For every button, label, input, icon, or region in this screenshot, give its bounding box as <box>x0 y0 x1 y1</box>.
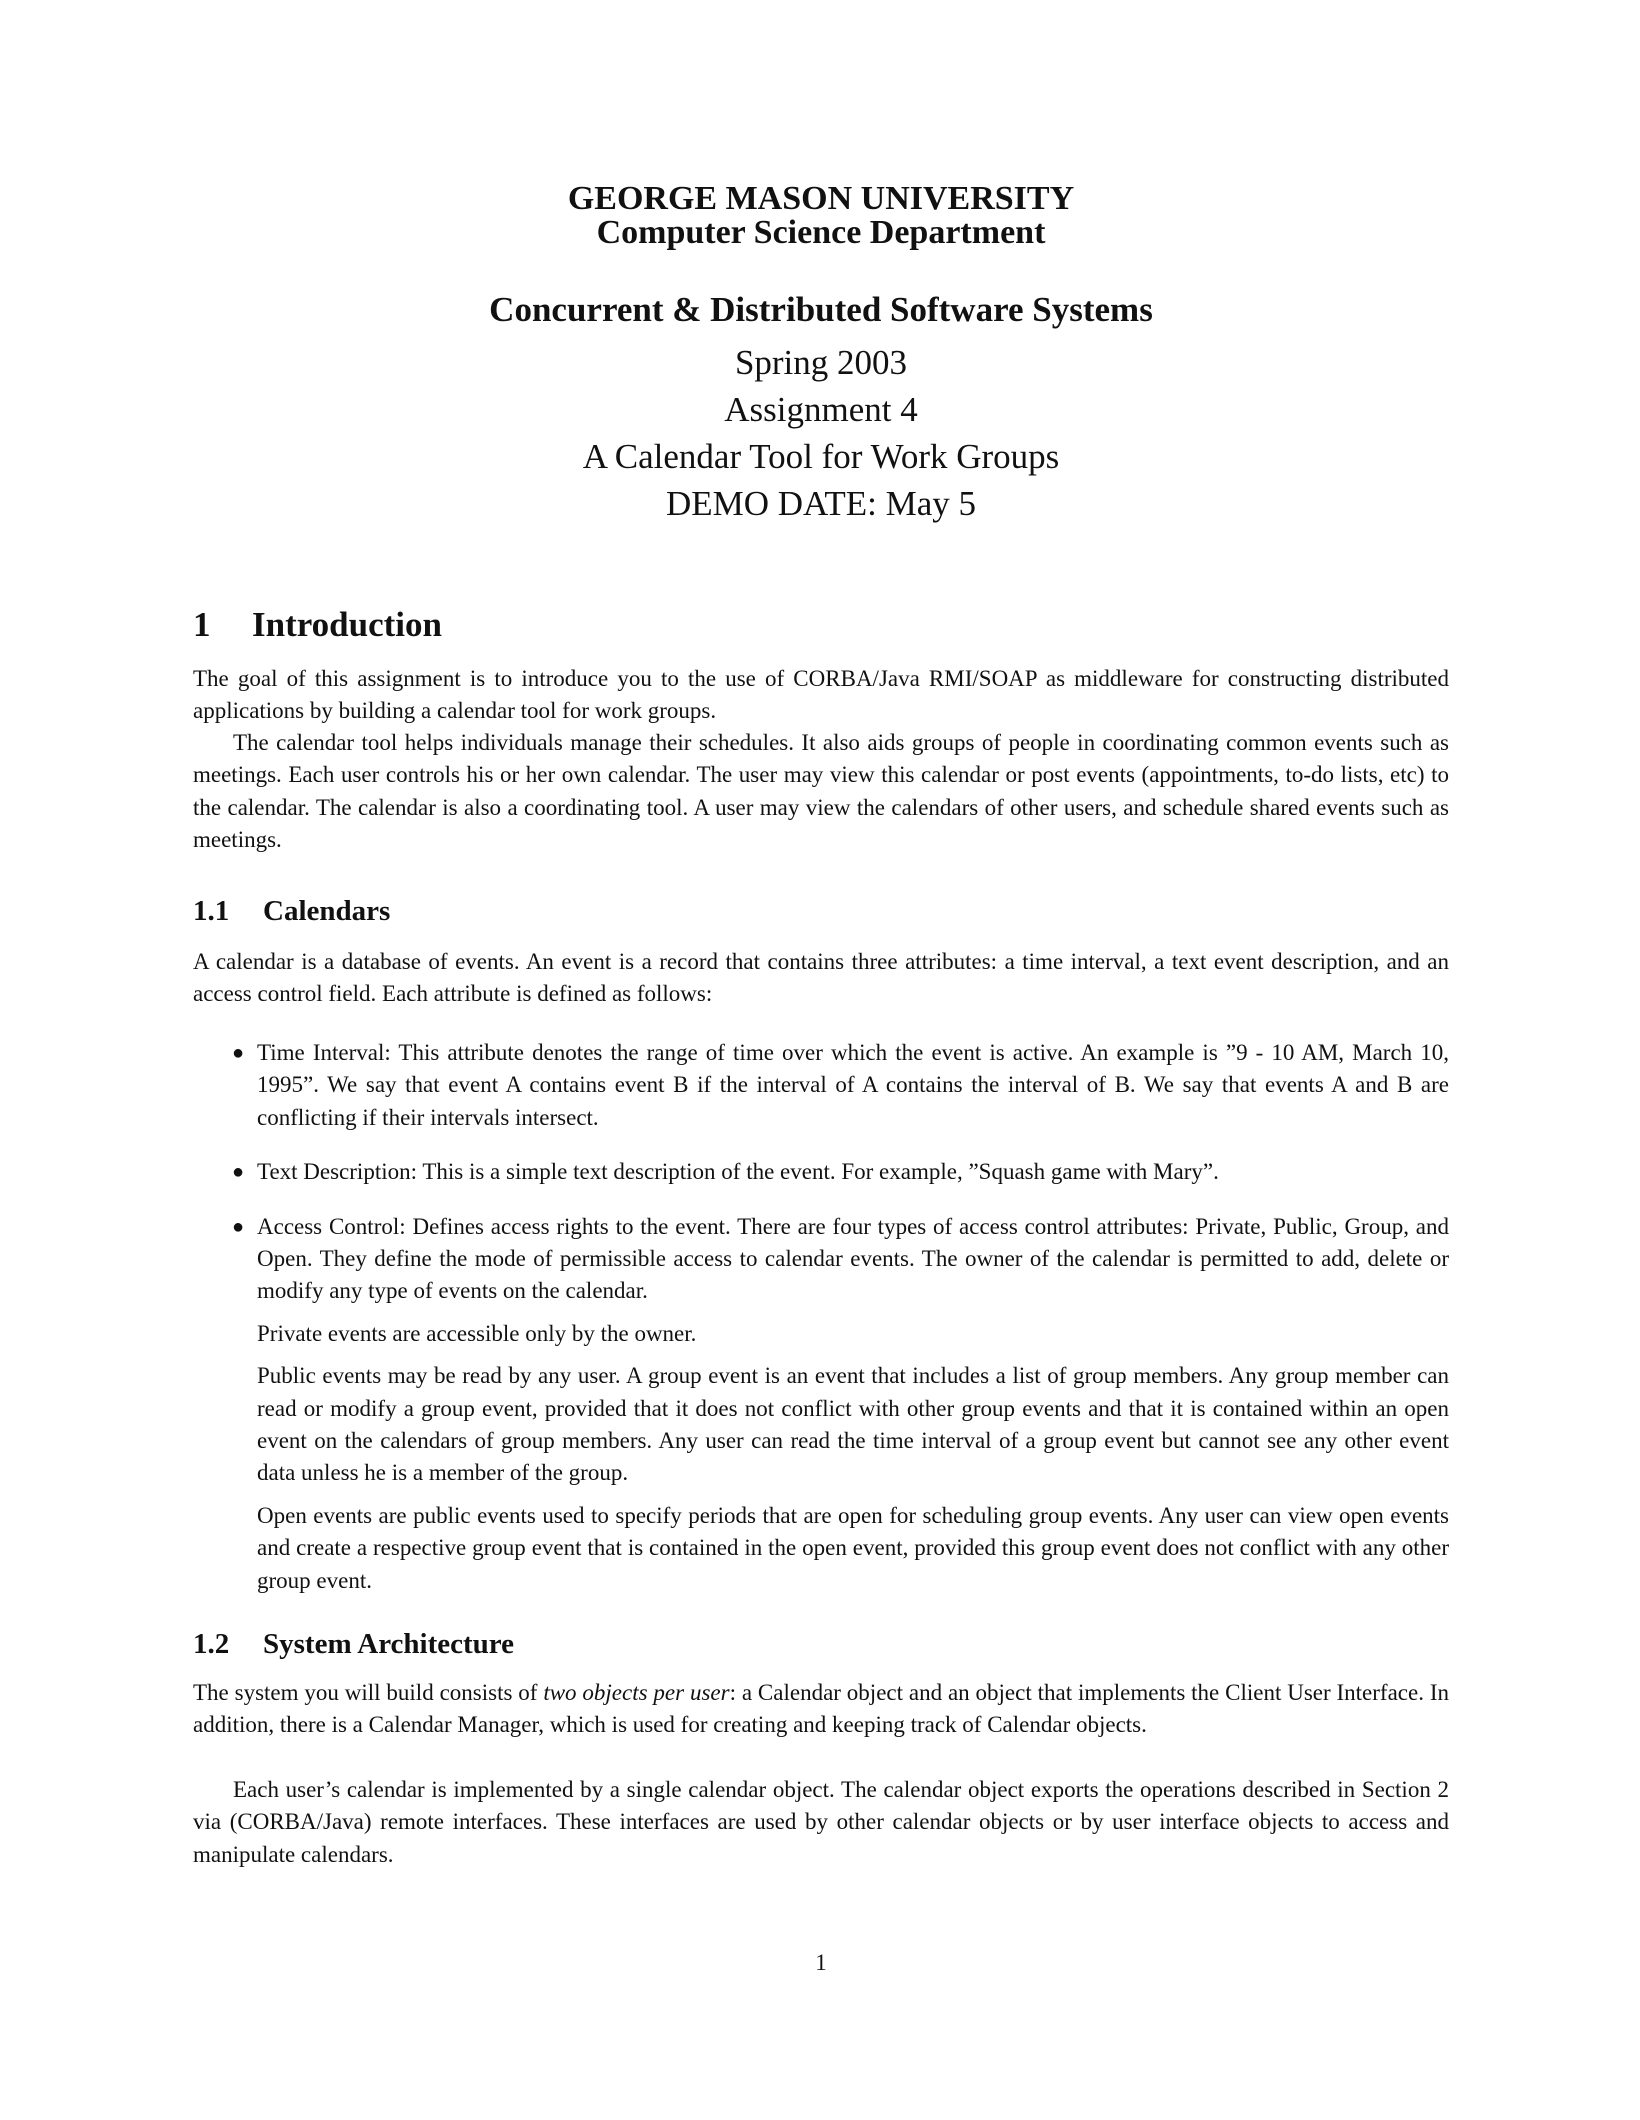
document-page <box>193 0 1449 2120</box>
subsection-number: 1.1 <box>193 895 230 927</box>
bullet-icon: ● <box>232 1042 245 1064</box>
section-number: 1 <box>193 605 211 644</box>
list-item <box>193 1037 1449 1134</box>
bullet-icon: ● <box>232 1161 245 1184</box>
architecture-emphasis: two objects per user <box>543 1680 730 1705</box>
bullet-text-access-control: Access Control: Defines access rights to the event. There are four types of access control attributes: Private, Public, Group, and Open. They define the mode of permissible access to calendar events. The owner of the calendar is permitted to add, delete or modify any type of events on the calendar. <box>257 1213 1449 1304</box>
access-private-text: Private events are accessible only by the owner. <box>257 1320 697 1346</box>
bullet-text-description: Text Description: This is a simple text description of the event. For example, ”Squash game with Mary”. <box>257 1159 1219 1185</box>
subsection-heading-architecture <box>193 1627 514 1661</box>
university-name: GEORGE MASON UNIVERSITY <box>567 180 1075 217</box>
access-public-text: Public events may be read by any user. A group event is an event that includes a list of group members. Any group member can read or modify a group event, provided that it does not conflict with other group events and that it is contained within an open event on the calendars of group members. Any user can read the time interval of a group event but cannot see any other event data unless he is a member of the group. <box>257 1363 1449 1486</box>
attribute-list <box>193 1037 1449 1597</box>
demo-date: DEMO DATE: May 5 <box>665 484 977 523</box>
intro-paragraph-1: The goal of this assignment is to introduce you to the use of CORBA/Java RMI/SOAP as middleware for constructing distributed applications by building a calendar tool for work groups. <box>193 666 1449 724</box>
bullet-icon: ● <box>232 1215 245 1238</box>
architecture-text-b: : a Calendar object and an object that implements the Client User Interface. In addition, there is a Calendar Manager, which is used for creating and keeping track of Calendar objects. <box>193 1680 1449 1738</box>
section-heading-introduction <box>193 605 442 645</box>
architecture-text-a: The system you will build consists of <box>193 1680 544 1705</box>
architecture-paragraph-2: Each user’s calendar is implemented by a single calendar object. The calendar object exports the operations described in Section 2 via (CORBA/Java) remote interfaces. These interfaces are used by other calendar objects or by user interface objects to access and manipulate calendars. <box>193 1777 1449 1867</box>
page-number: 1 <box>815 1950 827 1975</box>
section-title: Introduction <box>252 605 442 644</box>
calendars-paragraph: A calendar is a database of events. An event is a record that contains three attributes: a time interval, a text event description, and an access control field. Each attribute is defined as follows: <box>193 949 1449 1007</box>
term: Spring 2003 <box>734 343 908 382</box>
title-block <box>193 182 1449 527</box>
project-title: A Calendar Tool for Work Groups <box>582 437 1060 476</box>
architecture-paragraph-1 <box>193 1677 1449 1742</box>
list-item <box>193 1211 1449 1597</box>
department-name: Computer Science Department <box>596 214 1046 251</box>
subsection-title: System Architecture <box>263 1628 515 1660</box>
bullet-text-time-interval: Time Interval: This attribute denotes the range of time over which the event is active. An example is ”9 - 10 AM, March 10, 1995”. We say that event A contains event B if the interval of A contains the interval of B. We say that events A and B are conflicting if their intervals intersect. <box>257 1040 1449 1130</box>
intro-paragraph-2: The calendar tool helps individuals manage their schedules. It also aids groups of people in coordinating common events such as meetings. Each user controls his or her own calendar. The user may view this calendar or post events (appointments, to-do lists, etc) to the calendar. The calendar is also a coordinating tool. A user may view the calendars of other users, and schedule shared events such as meetings. <box>193 730 1449 853</box>
subsection-heading-calendars <box>193 894 390 928</box>
assignment-number: Assignment 4 <box>724 390 918 429</box>
subsection-title: Calendars <box>263 895 391 927</box>
access-open-text: Open events are public events used to specify periods that are open for scheduling group events. Any user can view open events and create a respective group event that is contained in the open event, provided this group event does not conflict with any other group event. <box>257 1502 1449 1593</box>
course-title: Concurrent & Distributed Software Systems <box>489 290 1153 329</box>
subsection-number: 1.2 <box>193 1628 230 1660</box>
list-item <box>193 1156 1449 1188</box>
